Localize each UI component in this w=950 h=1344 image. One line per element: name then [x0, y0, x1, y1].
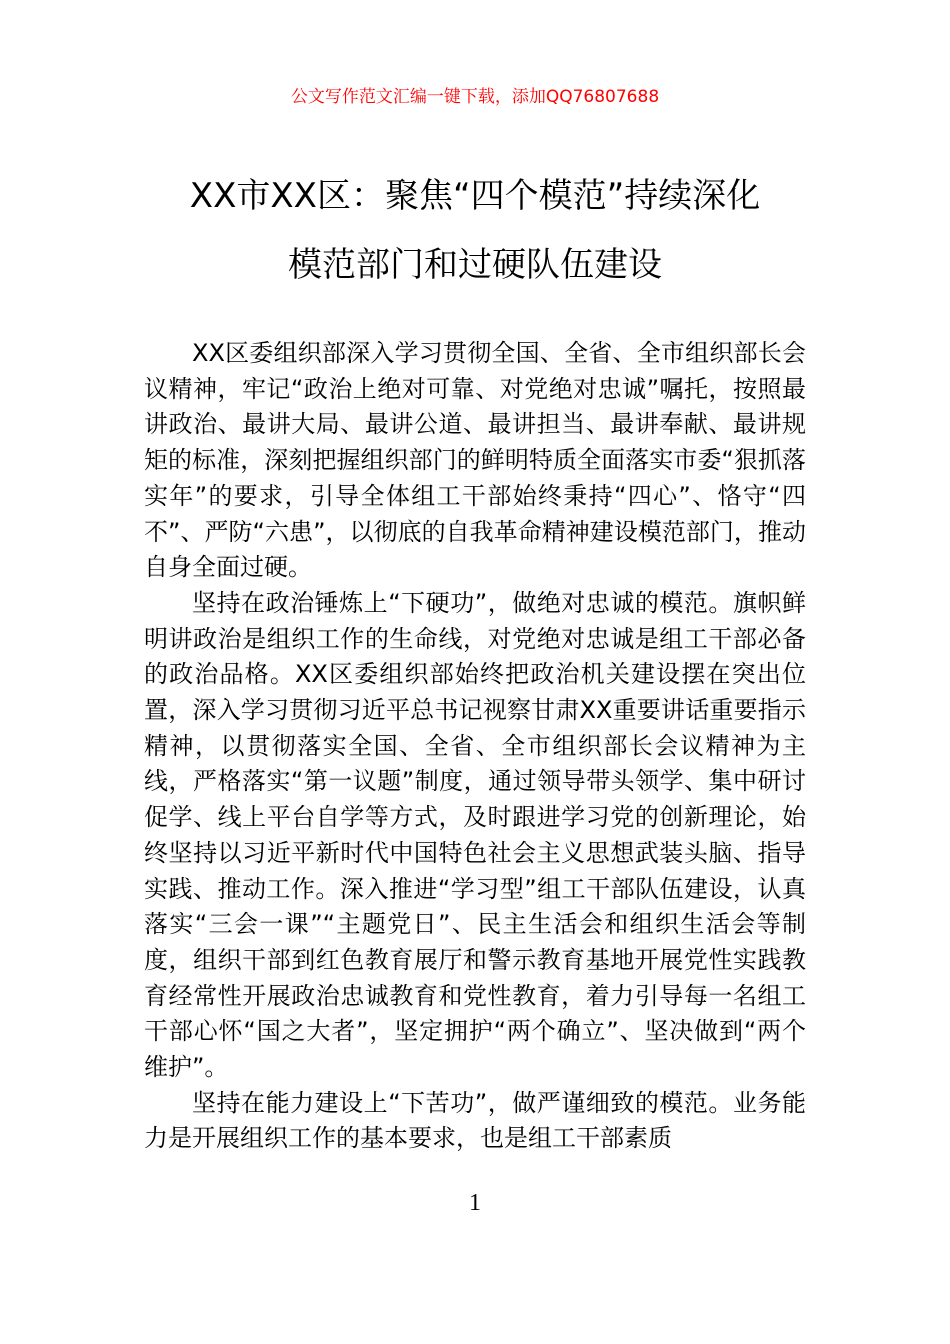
paragraph-intro	[144, 336, 806, 586]
document-title-line-2: 模范部门和过硬队伍建设	[288, 245, 662, 285]
paragraph-text: XX区委组织部深入学习贯彻全国、全省、全市组织部长会议精神，牢记“政治上绝对可靠、对党绝对忠诚”嘱托，按照最讲政治、最讲大局、最讲公道、最讲担当、最讲奉献、最讲规矩的标准，深刻把握组织部门的鲜明特质全面落实市委“狠抓落实年”的要求，引导全体组工干部始终秉持“四心”、恪守“四不”、严防“六患”，以彻底的自我革命精神建设模范部门，推动自身全面过硬。	[144, 339, 806, 582]
paragraph-lead: 坚持在能力建设上“下苦功”，做严谨细致的模范。	[192, 1088, 733, 1117]
paragraph-ability	[144, 1086, 806, 1157]
promo-banner: 公文写作范文汇编一键下载，添加QQ76807688	[290, 87, 660, 107]
document-title-line-1: XX市XX区：聚焦“四个模范”持续深化	[189, 176, 761, 216]
document-body	[144, 336, 806, 1157]
paragraph-text: 旗帜鲜明讲政治是组织工作的生命线，对党绝对忠诚是组工干部必备的政治品格。XX区委组织部始终把政治机关建设摆在突出位置，深入学习贯彻习近平总书记视察甘肃XX重要讲话重要指示精神，以贯彻落实全国、全省、全市组织部长会议精神为主线，严格落实“第一议题”制度，通过领导带头领学、集中研讨促学、线上平台自学等方式，及时跟进学习党的创新理论，始终坚持以习近平新时代中国特色社会主义思想武装头脑、指导实践、推动工作。深入推进“学习型”组工干部队伍建设，认真落实“三会一课”“主题党日”、民主生活会和组织生活会等制度，组织干部到红色教育展厅和警示教育基地开展党性实践教育经常性开展政治忠诚教育和党性教育，着力引导每一名组工干部心怀“国之大者”，坚定拥护“两个确立”、坚决做到“两个维护”。	[144, 588, 807, 1082]
page-number: 1	[469, 1190, 481, 1216]
paragraph-political	[144, 586, 806, 1086]
paragraph-text: 业务能力是开展组织工作的基本要求，也是组工干部素质	[144, 1088, 807, 1153]
paragraph-lead: 坚持在政治锤炼上“下硬功”，做绝对忠诚的模范。	[192, 588, 733, 617]
